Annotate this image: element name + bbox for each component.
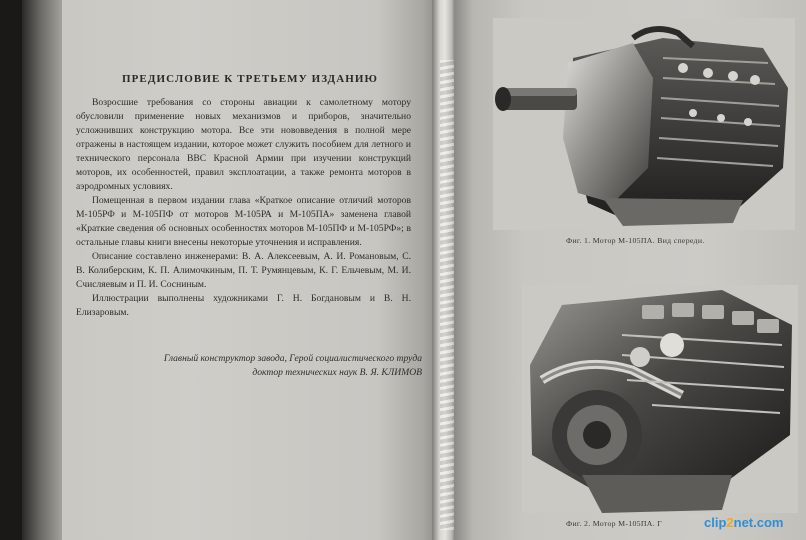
figure-1-caption: Фиг. 1. Мотор М-105ПА. Вид спереди. <box>566 236 705 245</box>
preface-paragraph-1: Возросшие требования со стороны авиации к самолетному мотору обусловили применение новых механизмов и приборов, значительно усложнивших конструкцию мотора. Все эти нововведения в полной мере отражены в настоящем издании, которое может служить пособием для летного и технического персонала ВВС Красной Армии при изучении конструкций моторов, их особенностей, правил эксплоатации, а также ремонта моторов в аэродромных условиях. <box>76 97 411 192</box>
preface-paragraph-4: Иллюстрации выполнены художниками Г. Н. Богдановым и В. Н. Елизаровым. <box>76 293 411 318</box>
preface-paragraph-2: Помещенная в первом издании глава «Краткое описание отличий моторов М-105РФ и М-105ПФ от моторов М-105РА и М-105ПА» заменена главой «Краткие сведения об основных особенностях моторов М-105ПФ и М-105РФ»; в остальные главы книги внесены некоторые уточнения и исправления. <box>76 195 411 248</box>
clip2net-watermark <box>704 511 804 533</box>
watermark-part-1: clip <box>704 514 727 530</box>
preface-signature <box>92 352 422 380</box>
spine-binding-threads <box>440 60 454 530</box>
preface-text <box>76 96 411 320</box>
preface-paragraph-3: Описание составлено инженерами: В. А. Алексеевым, А. И. Романовым, С. В. Колиберским, К. П. Алимочкиным, П. Т. Румянцевым, К. Г. Ельчевым, М. И. Счисляевым и П. И. Сосниным. <box>76 251 411 290</box>
page-edge-shadow <box>22 0 62 540</box>
signature-line-1: Главный конструктор завода, Герой социалистического труда <box>163 353 422 364</box>
engine-rear-view-photo <box>522 285 798 513</box>
figure-2-caption: Фиг. 2. Мотор М-105ПА. Г <box>566 519 663 528</box>
watermark-part-2: 2 <box>726 514 734 530</box>
signature-line-2: доктор технических наук В. Я. КЛИМОВ <box>252 367 422 378</box>
watermark-part-3: net.com <box>733 514 784 530</box>
engine-front-view-photo <box>493 18 795 230</box>
preface-title: ПРЕДИСЛОВИЕ К ТРЕТЬЕМУ ИЗДАНИЮ <box>121 73 379 85</box>
